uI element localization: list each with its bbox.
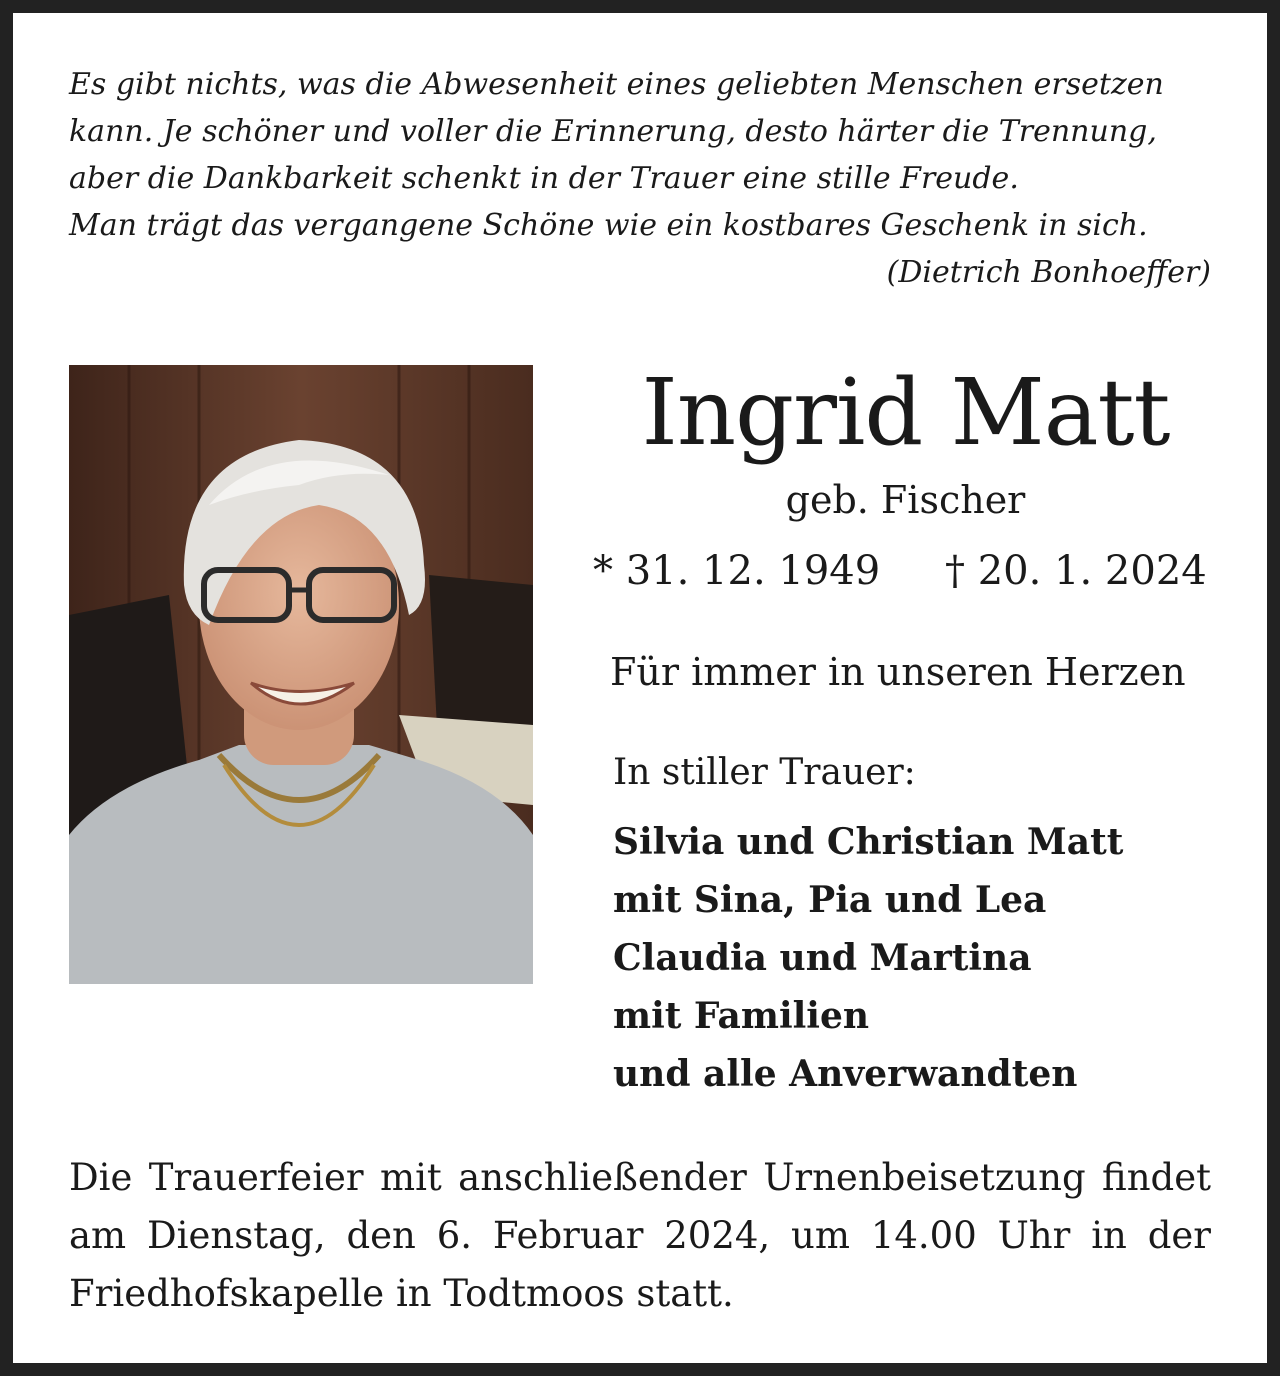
deceased-name: Ingrid Matt [641, 359, 1170, 466]
quote-line: kann. Je schöner und voller die Erinnerung, desto härter die Trennung, [69, 114, 1157, 149]
portrait-illustration [69, 365, 533, 984]
funeral-line: Friedhofskapelle in Todtmoos statt. [69, 1272, 734, 1315]
mourner-line: und alle Anverwandten [613, 1053, 1078, 1095]
grief-label: In stiller Trauer: [613, 752, 916, 793]
funeral-line: Die Trauerfeier mit anschließender Urnenbeisetzung findet [69, 1156, 1211, 1199]
funeral-line: am Dienstag, den 6. Februar 2024, um 14.00 Uhr in der [69, 1214, 1211, 1257]
maiden-name: geb. Fischer [785, 478, 1026, 522]
funeral-announcement [69, 1149, 1211, 1323]
quote-line: Man trägt das vergangene Schöne wie ein kostbares Geschenk in sich. [69, 208, 1148, 243]
quote-author: (Dietrich Bonhoeffer) [886, 255, 1211, 290]
birth-date: * 31. 12. 1949 [593, 548, 881, 594]
quote-line: aber die Dankbarkeit schenkt in der Trauer eine stille Freude. [69, 161, 1019, 196]
memorial-motto: Für immer in unseren Herzen [610, 650, 1186, 694]
mourners-list [613, 813, 1123, 1103]
death-date: † 20. 1. 2024 [945, 548, 1207, 594]
portrait-photo [69, 365, 533, 984]
mourner-line: Silvia und Christian Matt [613, 821, 1124, 863]
mourner-line: mit Sina, Pia und Lea [613, 879, 1047, 921]
quote-line: Es gibt nichts, was die Abwesenheit eines geliebten Menschen ersetzen [69, 67, 1164, 102]
bonhoeffer-quote [69, 61, 1219, 296]
mourner-line: mit Familien [613, 995, 870, 1037]
mourner-line: Claudia und Martina [613, 937, 1032, 979]
